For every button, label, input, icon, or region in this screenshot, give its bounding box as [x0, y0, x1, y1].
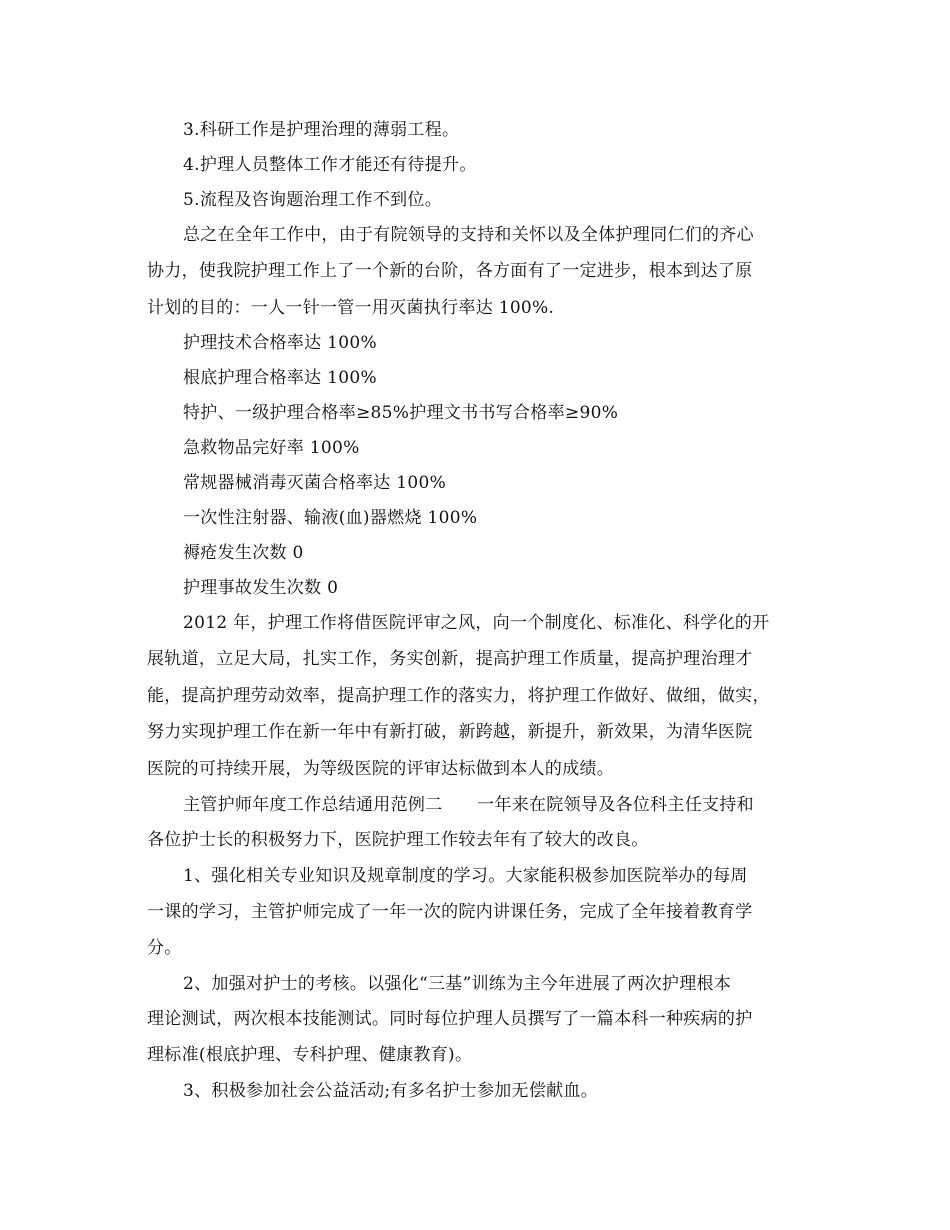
text-line: 常规器械消毒灭菌合格率达 100% — [183, 473, 447, 493]
text-line: 5.流程及咨询题治理工作不到位。 — [183, 190, 443, 210]
text-line: 4.护理人员整体工作才能还有待提升。 — [183, 155, 477, 175]
text-line: 理标准(根底护理、专科护理、健康教育)。 — [147, 1045, 473, 1065]
text-line: 1、强化相关专业知识及规章制度的学习。大家能积极参加医院举办的每周 — [183, 866, 748, 886]
text-line: 展轨道，立足大局，扎实工作，务实创新，提高护理工作质量，提高护理治理才 — [147, 649, 753, 669]
text-line: 医院的可持续开展，为等级医院的评审达标做到本人的成绩。 — [147, 759, 615, 779]
text-line: 护理技术合格率达 100% — [183, 333, 377, 353]
text-line: 分。 — [147, 938, 182, 958]
text-line: 主管护师年度工作总结通用范例二 一年来在院领导及各位科主任支持和 — [183, 795, 754, 815]
text-line: 2012 年，护理工作将借医院评审之风，向一个制度化、标准化、科学化的开 — [183, 613, 770, 633]
text-line: 总之在全年工作中，由于有院领导的支持和关怀以及全体护理同仁们的齐心 — [183, 225, 754, 245]
text-line: 一次性注射器、输液(血)器燃烧 100% — [183, 508, 478, 528]
text-line: 褥疮发生次数 0 — [183, 543, 304, 563]
text-line: 能，提高护理劳动效率，提高护理工作的落实力，将护理工作做好、做细，做实， — [147, 686, 770, 706]
text-line: 2、加强对护士的考核。以强化“三基”训练为主今年进展了两次护理根本 — [183, 974, 732, 994]
text-line: 特护、一级护理合格率≥85%护理文书书写合格率≥90% — [183, 403, 619, 423]
text-line: 理论测试，两次根本技能测试。同时每位护理人员撰写了一篇本科一种疾病的护 — [147, 1009, 753, 1029]
text-line: 各位护士长的积极努力下，医院护理工作较去年有了较大的改良。 — [147, 830, 649, 850]
text-line: 3、积极参加社会公益活动;有多名护士参加无偿献血。 — [183, 1081, 599, 1101]
text-line: 一课的学习，主管护师完成了一年一次的院内讲课任务，完成了全年接着教育学 — [147, 902, 753, 922]
text-line: 计划的目的：一人一针一管一用灭菌执行率达 100%. — [147, 298, 555, 318]
text-line: 3.科研工作是护理治理的薄弱工程。 — [183, 120, 460, 140]
text-line: 急救物品完好率 100% — [183, 438, 360, 458]
text-line: 护理事故发生次数 0 — [183, 578, 339, 598]
text-line: 根底护理合格率达 100% — [183, 368, 377, 388]
text-line: 协力，使我院护理工作上了一个新的台阶，各方面有了一定进步，根本到达了原 — [147, 261, 753, 281]
text-line: 努力实现护理工作在新一年中有新打破，新跨越，新提升，新效果，为清华医院 — [147, 722, 753, 742]
